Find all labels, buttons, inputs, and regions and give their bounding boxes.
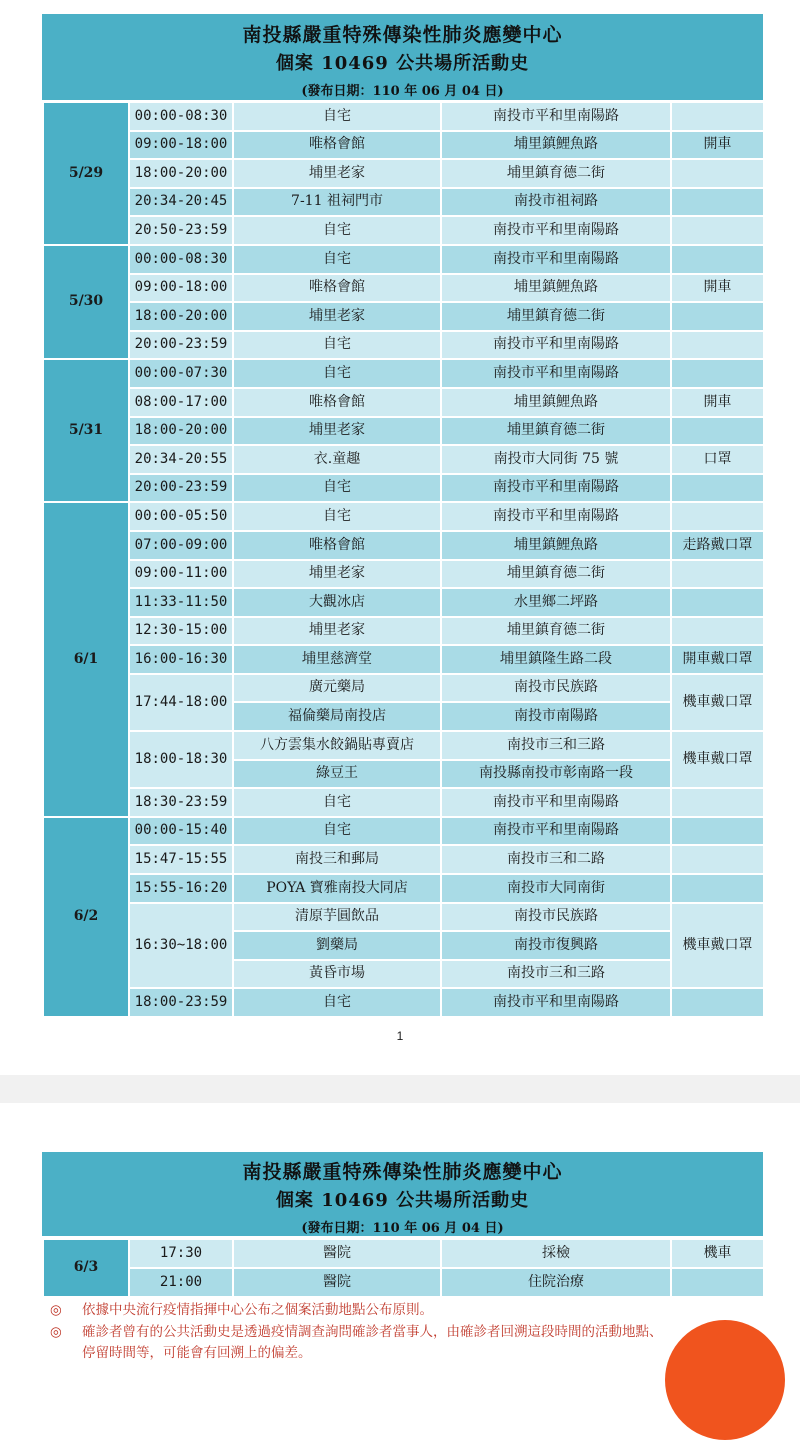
page2-header — [42, 1152, 763, 1236]
note-cell — [671, 331, 764, 360]
activity-table — [42, 101, 765, 1018]
address-cell: 埔里鎮鯉魚路 — [441, 131, 671, 160]
address-cell: 埔里鎮育德二街 — [441, 159, 671, 188]
time-cell: 00:00-05:50 — [129, 502, 233, 531]
note-cell: 機車戴口罩 — [671, 903, 764, 989]
page2-title: 南投縣嚴重特殊傳染性肺炎應變中心 — [242, 1161, 563, 1183]
place-cell: 自宅 — [233, 817, 441, 846]
note-cell — [671, 817, 764, 846]
page1-header — [42, 14, 763, 100]
table-row — [43, 359, 764, 388]
address-cell: 南投市平和里南陽路 — [441, 331, 671, 360]
time-cell: 20:00-23:59 — [129, 474, 233, 503]
place-cell: 唯格會館 — [233, 131, 441, 160]
address-cell: 南投市民族路 — [441, 903, 671, 932]
address-cell: 南投市平和里南陽路 — [441, 359, 671, 388]
note-cell — [671, 188, 764, 217]
note-cell: 開車 — [671, 274, 764, 303]
note-cell: 機車戴口罩 — [671, 731, 764, 788]
note-cell — [671, 845, 764, 874]
place-cell: 黃昏市場 — [233, 960, 441, 989]
activity-table-page2 — [42, 1238, 765, 1298]
date-cell: 5/29 — [43, 102, 129, 245]
address-cell: 南投市復興路 — [441, 931, 671, 960]
note-cell — [671, 159, 764, 188]
table-row — [43, 131, 764, 160]
page-number: 1 — [396, 1029, 404, 1043]
footnote-mark: ◎ — [50, 1323, 62, 1340]
footnotes — [50, 1300, 770, 1365]
time-cell: 00:00-08:30 — [129, 102, 233, 131]
table-row — [43, 445, 764, 474]
time-cell: 18:00-23:59 — [129, 988, 233, 1017]
note-cell — [671, 302, 764, 331]
place-cell: 自宅 — [233, 474, 441, 503]
table-row — [43, 474, 764, 503]
table-row — [43, 245, 764, 274]
table-row — [43, 674, 764, 703]
place-cell: 劉藥局 — [233, 931, 441, 960]
note-cell — [671, 502, 764, 531]
note-cell: 機車戴口罩 — [671, 674, 764, 731]
place-cell: 自宅 — [233, 788, 441, 817]
table-row — [43, 102, 764, 131]
page-title: 南投縣嚴重特殊傳染性肺炎應變中心 — [242, 24, 563, 46]
note-cell — [671, 417, 764, 446]
place-cell: 唯格會館 — [233, 274, 441, 303]
place-cell: 醫院 — [233, 1239, 441, 1268]
time-cell: 16:30~18:00 — [129, 903, 233, 989]
place-cell: 綠豆王 — [233, 760, 441, 789]
table-row — [43, 1239, 764, 1268]
page2-release-date: (發布日期：110 年 06 月 04 日) — [301, 1221, 504, 1236]
place-cell: 自宅 — [233, 359, 441, 388]
footnote-text: 停留時間等，可能會有回溯上的偏差。 — [82, 1345, 312, 1362]
time-cell: 09:00-11:00 — [129, 560, 233, 589]
time-cell: 09:00-18:00 — [129, 274, 233, 303]
time-cell: 15:55-16:20 — [129, 874, 233, 903]
place-cell: 清原芋圓飲品 — [233, 903, 441, 932]
time-cell: 20:34-20:45 — [129, 188, 233, 217]
table-row — [43, 988, 764, 1017]
place-cell: 衣.童趣 — [233, 445, 441, 474]
time-cell: 18:00-20:00 — [129, 302, 233, 331]
table-row — [43, 216, 764, 245]
place-cell: 自宅 — [233, 245, 441, 274]
note-cell — [671, 474, 764, 503]
note-cell: 口罩 — [671, 445, 764, 474]
place-cell: 埔里老家 — [233, 302, 441, 331]
table-row — [43, 331, 764, 360]
address-cell: 南投市三和三路 — [441, 731, 671, 760]
table-row — [43, 188, 764, 217]
time-cell: 18:30-23:59 — [129, 788, 233, 817]
footnote — [50, 1343, 770, 1365]
time-cell: 20:00-23:59 — [129, 331, 233, 360]
note-cell: 開車 — [671, 131, 764, 160]
time-cell: 20:34-20:55 — [129, 445, 233, 474]
table-row — [43, 588, 764, 617]
note-cell: 開車戴口罩 — [671, 645, 764, 674]
note-cell — [671, 359, 764, 388]
table-row — [43, 274, 764, 303]
date-cell: 6/1 — [43, 502, 129, 817]
table-row — [43, 159, 764, 188]
address-cell: 埔里鎮育德二街 — [441, 417, 671, 446]
address-cell: 南投市大同街 75 號 — [441, 445, 671, 474]
place-cell: 埔里慈濟堂 — [233, 645, 441, 674]
footnote — [50, 1322, 770, 1344]
date-cell: 6/2 — [43, 817, 129, 1017]
place-cell: 大觀冰店 — [233, 588, 441, 617]
time-cell: 20:50-23:59 — [129, 216, 233, 245]
place-cell: 廣元藥局 — [233, 674, 441, 703]
place-cell: 醫院 — [233, 1268, 441, 1297]
address-cell: 埔里鎮隆生路二段 — [441, 645, 671, 674]
time-cell: 00:00-15:40 — [129, 817, 233, 846]
footnote-mark — [50, 1343, 82, 1365]
place-cell: 埔里老家 — [233, 159, 441, 188]
date-cell: 6/3 — [43, 1239, 129, 1297]
footnote-text: 依據中央流行疫情指揮中心公布之個案活動地點公布原則。 — [82, 1302, 433, 1318]
address-cell: 埔里鎮育德二街 — [441, 560, 671, 589]
table-row — [43, 417, 764, 446]
note-cell — [671, 245, 764, 274]
note-cell: 開車 — [671, 388, 764, 417]
address-cell: 南投市三和三路 — [441, 960, 671, 989]
date-cell: 5/30 — [43, 245, 129, 359]
address-cell: 南投市平和里南陽路 — [441, 788, 671, 817]
address-cell: 埔里鎮鯉魚路 — [441, 388, 671, 417]
address-cell: 南投市民族路 — [441, 674, 671, 703]
address-cell: 水里鄉二坪路 — [441, 588, 671, 617]
footnote-text: 確診者曾有的公共活動史是透過疫情調查詢問確診者當事人，由確診者回溯這段時間的活動地點、 — [82, 1323, 663, 1340]
place-cell: 自宅 — [233, 102, 441, 131]
note-cell: 機車 — [671, 1239, 764, 1268]
note-cell: 走路戴口罩 — [671, 531, 764, 560]
address-cell: 南投縣南投市彰南路一段 — [441, 760, 671, 789]
place-cell: 八方雲集水餃鍋貼專賣店 — [233, 731, 441, 760]
time-cell: 18:00-20:00 — [129, 159, 233, 188]
page2-subtitle: 個案 10469 公共場所活動史 — [275, 1190, 530, 1211]
time-cell: 08:00-17:00 — [129, 388, 233, 417]
time-cell: 00:00-08:30 — [129, 245, 233, 274]
note-cell — [671, 874, 764, 903]
table-row — [43, 731, 764, 760]
note-cell — [671, 216, 764, 245]
place-cell: 自宅 — [233, 331, 441, 360]
page-divider — [0, 1075, 800, 1103]
table-row — [43, 617, 764, 646]
address-cell: 南投市大同南街 — [441, 874, 671, 903]
address-cell: 埔里鎮育德二街 — [441, 302, 671, 331]
place-cell: 唯格會館 — [233, 531, 441, 560]
time-cell: 16:00-16:30 — [129, 645, 233, 674]
table-row — [43, 502, 764, 531]
address-cell: 南投市平和里南陽路 — [441, 216, 671, 245]
table-row — [43, 302, 764, 331]
date-cell: 5/31 — [43, 359, 129, 502]
note-cell — [671, 617, 764, 646]
time-cell: 15:47-15:55 — [129, 845, 233, 874]
address-cell: 南投市平和里南陽路 — [441, 102, 671, 131]
place-cell: 南投三和郵局 — [233, 845, 441, 874]
table-row — [43, 560, 764, 589]
place-cell: 埔里老家 — [233, 417, 441, 446]
time-cell: 00:00-07:30 — [129, 359, 233, 388]
address-cell: 南投市平和里南陽路 — [441, 988, 671, 1017]
place-cell: 自宅 — [233, 502, 441, 531]
release-date: (發布日期：110 年 06 月 04 日) — [301, 84, 504, 99]
address-cell: 埔里鎮鯉魚路 — [441, 274, 671, 303]
note-cell — [671, 988, 764, 1017]
note-cell — [671, 560, 764, 589]
table-row — [43, 531, 764, 560]
place-cell: POYA 寶雅南投大同店 — [233, 874, 441, 903]
time-cell: 11:33-11:50 — [129, 588, 233, 617]
time-cell: 17:30 — [129, 1239, 233, 1268]
table-row — [43, 645, 764, 674]
time-cell: 17:44-18:00 — [129, 674, 233, 731]
time-cell: 07:00-09:00 — [129, 531, 233, 560]
address-cell: 南投市平和里南陽路 — [441, 502, 671, 531]
place-cell: 7-11 祖祠門市 — [233, 188, 441, 217]
table-row — [43, 788, 764, 817]
address-cell: 南投市平和里南陽路 — [441, 474, 671, 503]
address-cell: 埔里鎮育德二街 — [441, 617, 671, 646]
note-cell — [671, 788, 764, 817]
address-cell: 南投市南陽路 — [441, 702, 671, 731]
time-cell: 18:00-20:00 — [129, 417, 233, 446]
orange-circle-decoration — [665, 1320, 785, 1440]
note-cell — [671, 588, 764, 617]
table-row — [43, 1268, 764, 1297]
address-cell: 採檢 — [441, 1239, 671, 1268]
table-row — [43, 845, 764, 874]
time-cell: 21:00 — [129, 1268, 233, 1297]
address-cell: 埔里鎮鯉魚路 — [441, 531, 671, 560]
table-row — [43, 874, 764, 903]
place-cell: 自宅 — [233, 216, 441, 245]
address-cell: 南投市平和里南陽路 — [441, 817, 671, 846]
table-row — [43, 903, 764, 932]
address-cell: 南投市祖祠路 — [441, 188, 671, 217]
place-cell: 福倫藥局南投店 — [233, 702, 441, 731]
place-cell: 唯格會館 — [233, 388, 441, 417]
page-subtitle: 個案 10469 公共場所活動史 — [275, 53, 530, 74]
note-cell — [671, 1268, 764, 1297]
time-cell: 09:00-18:00 — [129, 131, 233, 160]
place-cell: 自宅 — [233, 988, 441, 1017]
place-cell: 埔里老家 — [233, 617, 441, 646]
table-row — [43, 388, 764, 417]
address-cell: 南投市平和里南陽路 — [441, 245, 671, 274]
time-cell: 18:00-18:30 — [129, 731, 233, 788]
address-cell: 南投市三和二路 — [441, 845, 671, 874]
time-cell: 12:30-15:00 — [129, 617, 233, 646]
table-row — [43, 817, 764, 846]
address-cell: 住院治療 — [441, 1268, 671, 1297]
footnote-mark: ◎ — [50, 1302, 62, 1318]
note-cell — [671, 102, 764, 131]
footnote — [50, 1300, 770, 1322]
place-cell: 埔里老家 — [233, 560, 441, 589]
